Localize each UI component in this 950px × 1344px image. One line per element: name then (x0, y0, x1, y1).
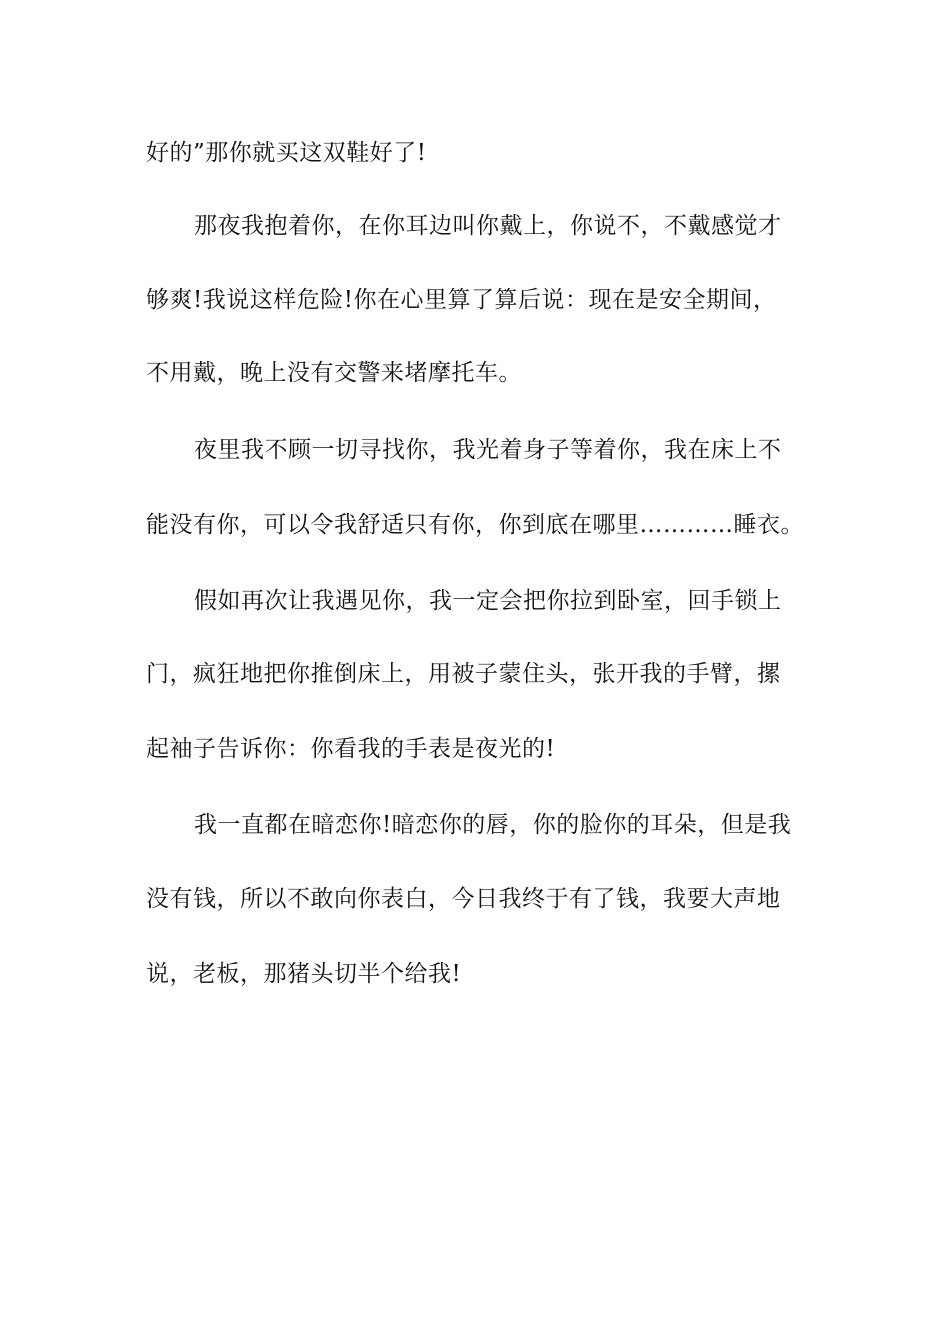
text-line: 不用戴，晚上没有交警来堵摩托车。 (146, 360, 522, 386)
text-line: 说，老板，那猪头切半个给我! (146, 961, 462, 987)
paragraph-first-line: 假如再次让我遇见你，我一定会把你拉到卧室，回手锁上 (194, 588, 782, 614)
text-line: 好的”那你就买这双鞋好了! (146, 140, 427, 166)
text-line: 能没有你，可以令我舒适只有你，你到底在哪里…………睡衣。 (146, 512, 804, 538)
text-line: 起袖子告诉你：你看我的手表是夜光的! (146, 736, 556, 762)
text-line: 够爽!我说这样危险!你在心里算了算后说：现在是安全期间， (146, 287, 777, 313)
text-line: 没有钱，所以不敢向你表白，今日我终于有了钱，我要大声地 (146, 886, 781, 912)
paragraph-first-line: 夜里我不顾一切寻找你，我光着身子等着你，我在床上不 (194, 437, 782, 463)
text-line: 门，疯狂地把你推倒床上，用被子蒙住头，张开我的手臂，摞 (146, 661, 781, 687)
paragraph-first-line: 我一直都在暗恋你!暗恋你的唇，你的脸你的耳朵，但是我 (194, 812, 792, 838)
paragraph-first-line: 那夜我抱着你，在你耳边叫你戴上，你说不，不戴感觉才 (194, 213, 782, 239)
